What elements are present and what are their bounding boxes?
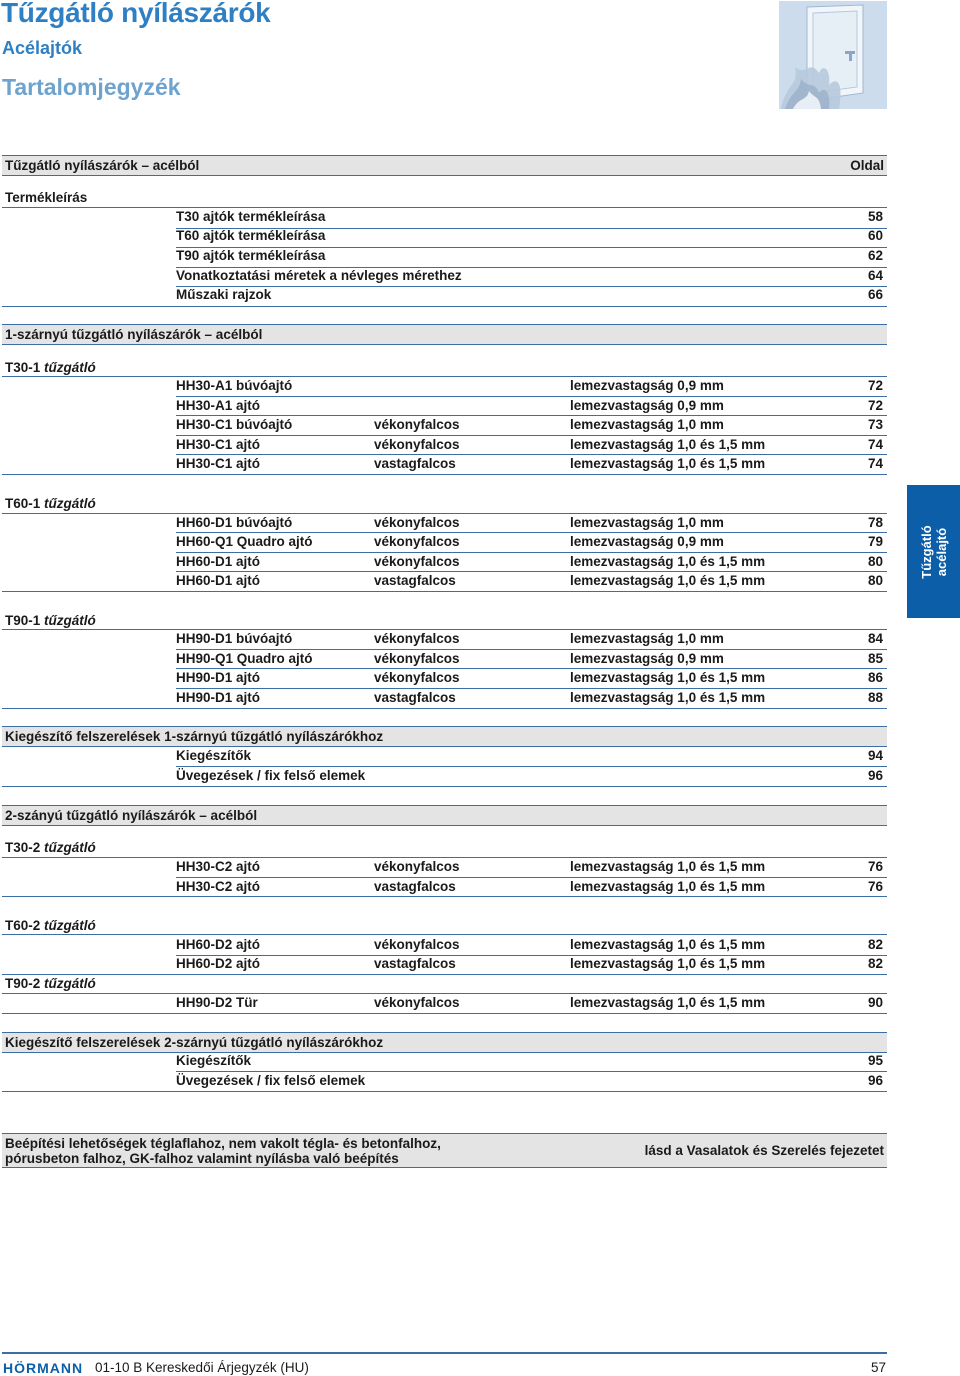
group-label-t60-2: T60-2 tűzgátló [5,918,96,933]
toc-row[interactable]: HH60-D1 búvóajtó vékonyfalcos lemezvastagság 1,0 mm 78 [176,515,883,530]
toc-row[interactable]: HH90-Q1 Quadro ajtó vékonyfalcos lemezvastagság 0,9 mm 85 [176,651,883,666]
footer-page-number: 57 [870,1360,886,1375]
installation-line-2: pórusbeton falhoz, GK-falhoz valamint nyílásba való beépítés [5,1151,399,1166]
hormann-logo: HÖRMANN [3,1360,84,1376]
toc-row[interactable]: Üvegezések / fix felső elemek 96 [176,1073,883,1088]
toc-row[interactable]: T30 ajtók termékleírása 58 [176,209,883,224]
accessories-2-title: Kiegészítő felszerelések 2-szárnyú tűzgátló nyílászárókhoz [5,1035,384,1050]
toc-row[interactable]: HH60-D2 ajtó vastagfalcos lemezvastagság 1,0 és 1,5 mm 82 [176,956,883,971]
toc-row[interactable]: HH60-D2 ajtó vékonyfalcos lemezvastagság 1,0 és 1,5 mm 82 [176,937,883,952]
toc-row[interactable]: T60 ajtók termékleírása 60 [176,228,883,243]
toc-row[interactable]: HH30-C1 ajtó vastagfalcos lemezvastagság 1,0 és 1,5 mm 74 [176,456,883,471]
installation-line-1: Beépítési lehetőségek téglaflahoz, nem vakolt tégla- és betonfalhoz, [5,1136,441,1151]
toc-row[interactable]: HH90-D1 ajtó vastagfalcos lemezvastagság 1,0 és 1,5 mm 88 [176,690,883,705]
toc-row[interactable]: HH30-C1 búvóajtó vékonyfalcos lemezvastagság 1,0 mm 73 [176,417,883,432]
product-desc-label: Termékleírás [5,190,88,205]
toc-row[interactable]: HH30-A1 ajtó lemezvastagság 0,9 mm 72 [176,398,883,413]
page-subtitle: Acélajtók [2,38,83,58]
toc-header-title: Tűzgátló nyílászárók – acélból [5,158,200,173]
toc-row[interactable]: T90 ajtók termékleírása 62 [176,248,883,263]
side-tab-line-1: Tűzgátló [918,524,934,579]
toc-row[interactable]: HH90-D1 búvóajtó vékonyfalcos lemezvastagság 1,0 mm 84 [176,631,883,646]
toc-row[interactable]: HH30-A1 búvóajtó lemezvastagság 0,9 mm 72 [176,378,883,393]
group-label-t90-2: T90-2 tűzgátló [5,976,96,991]
side-tab[interactable] [907,485,960,618]
accessories-2-section [2,1032,887,1053]
toc-row[interactable]: HH60-D1 ajtó vastagfalcos lemezvastagság 1,0 és 1,5 mm 80 [176,573,883,588]
group-label-t30-1: T30-1 tűzgátló [5,360,96,375]
accessories-1-section [2,726,887,747]
toc-row[interactable]: HH90-D2 Tür vékonyfalcos lemezvastagság 1,0 és 1,5 mm 90 [176,995,883,1010]
toc-header-page: Oldal [850,158,884,173]
toc-row[interactable]: HH30-C2 ajtó vékonyfalcos lemezvastagság 1,0 és 1,5 mm 76 [176,859,883,874]
installation-box [2,1133,887,1168]
group-label-t30-2: T30-2 tűzgátló [5,840,96,855]
double-leaf-section [2,805,887,826]
single-leaf-section [2,324,887,345]
page-title: Tűzgátló nyílászárók [1,0,271,28]
toc-row[interactable]: Műszaki rajzok 66 [176,287,883,302]
toc-row[interactable]: HH30-C2 ajtó vastagfalcos lemezvastagság 1,0 és 1,5 mm 76 [176,879,883,894]
toc-row[interactable]: Kiegészítők 94 [176,748,883,763]
side-tab-line-2: acélajtó [933,527,949,576]
door-fire-image [779,1,887,109]
toc-row[interactable]: HH60-Q1 Quadro ajtó vékonyfalcos lemezvastagság 0,9 mm 79 [176,534,883,549]
toc-row[interactable]: HH60-D1 ajtó vékonyfalcos lemezvastagság 1,0 és 1,5 mm 80 [176,554,883,569]
toc-row[interactable]: Kiegészítők 95 [176,1053,883,1068]
accessories-1-title: Kiegészítő felszerelések 1-szárnyú tűzgátló nyílászárókhoz [5,729,384,744]
single-leaf-title: 1-szárnyú tűzgátló nyílászárók – acélból [5,327,263,342]
toc-header [2,155,887,176]
toc-row[interactable]: HH90-D1 ajtó vékonyfalcos lemezvastagság 1,0 és 1,5 mm 86 [176,670,883,685]
group-label-t90-1: T90-1 tűzgátló [5,613,96,628]
toc-row[interactable]: Üvegezések / fix felső elemek 96 [176,768,883,783]
toc-row[interactable]: Vonatkoztatási méretek a névleges mérethez 64 [176,268,883,283]
group-label-t60-1: T60-1 tűzgátló [5,496,96,511]
section-title: Tartalomjegyzék [2,74,181,100]
footer-doc-title: 01-10 B Kereskedői Árjegyzék (HU) [95,1360,309,1375]
toc-row[interactable]: HH30-C1 ajtó vékonyfalcos lemezvastagság 1,0 és 1,5 mm 74 [176,437,883,452]
installation-reference[interactable]: lásd a Vasalatok és Szerelés fejezetet [644,1143,884,1158]
double-leaf-title: 2-szányú tűzgátló nyílászárók – acélból [5,808,258,823]
